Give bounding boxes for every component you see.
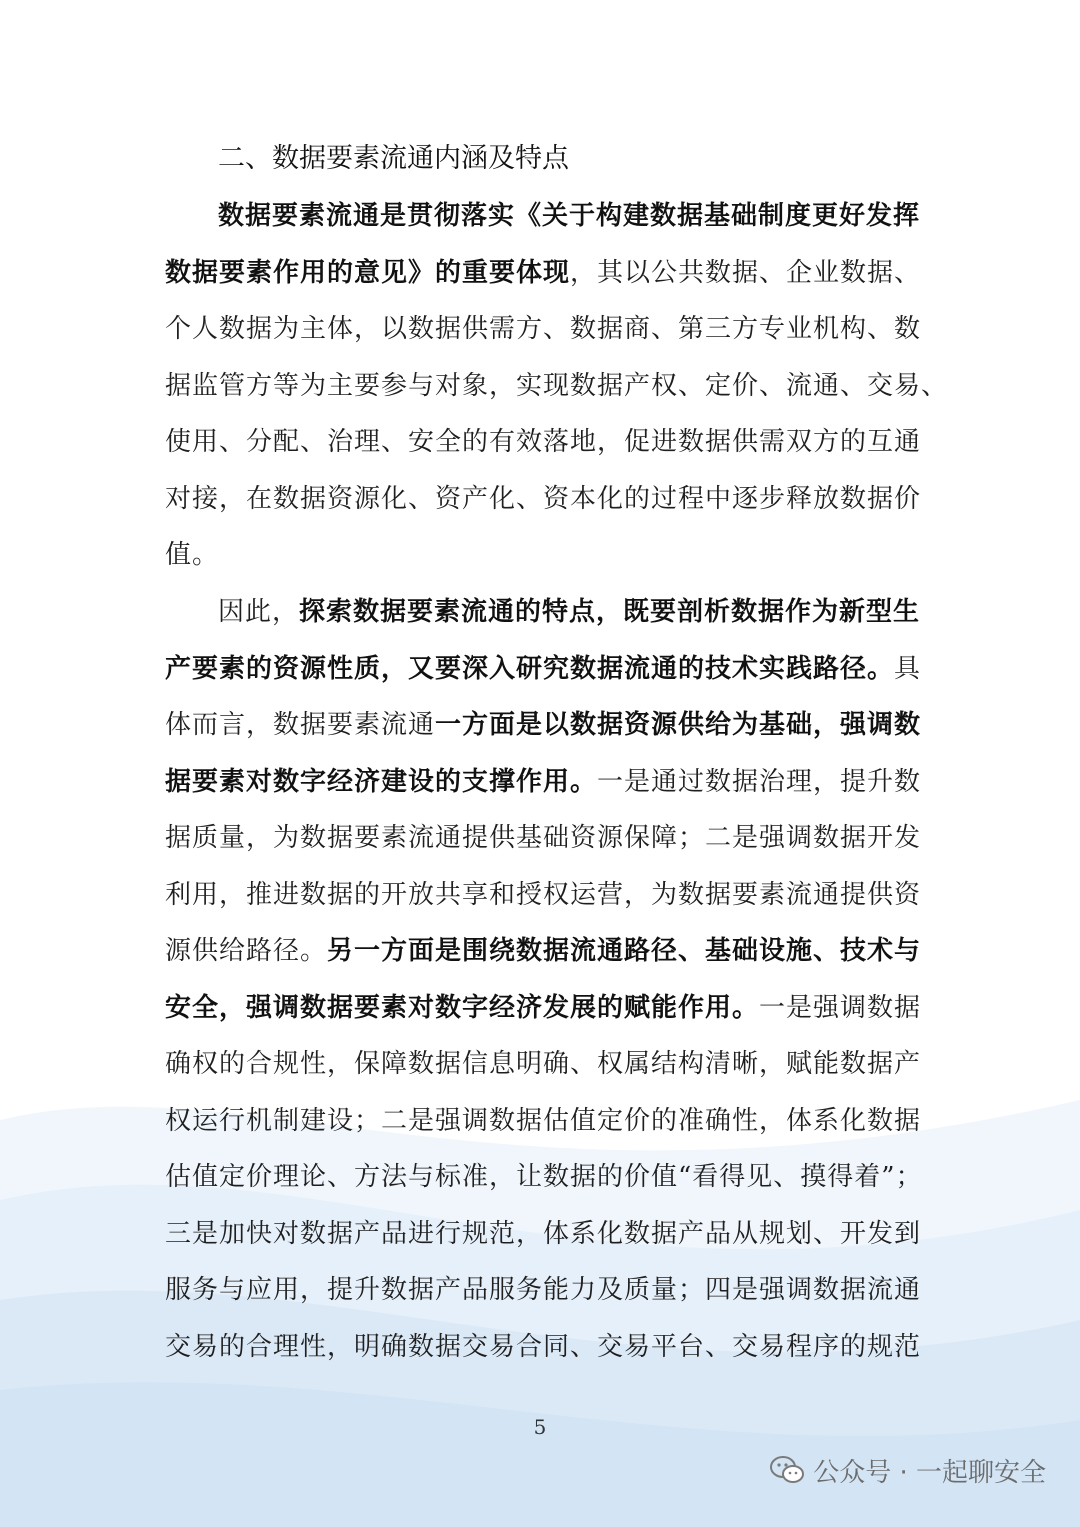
body-text: 使用、分配、治理、安全的有效落地，促进数据供需双方的互通 (165, 427, 922, 457)
section-heading: 二、数据要素流通内涵及特点 (218, 143, 569, 174)
watermark-text: 公众号 · 一起聊安全 (813, 1457, 1046, 1488)
bold-text: 数据要素作用的意见》的重要体现 (165, 257, 571, 288)
bold-text: 产要素的资源性质，又要深入研究数据流通的技术实践路径。 (165, 653, 895, 684)
paragraph2-line (165, 1206, 922, 1262)
body-text: 利用，推进数据的开放共享和授权运营，为数据要素流通提供资 (165, 879, 922, 910)
paragraph2-line (165, 1093, 922, 1149)
paragraph1-line (165, 358, 949, 414)
body-text: 一是强调数据 (759, 992, 922, 1023)
bold-text: 另一方面是围绕数据流通路径、基础设施、技术与 (327, 936, 922, 966)
bold-text: 数据要素流通是贯彻落实《关于构建数据基础制度更好发挥 (218, 201, 921, 231)
paragraph2-line (165, 980, 922, 1036)
body-text: 确权的合规性，保障数据信息明确、权属结构清晰，赋能数据产 (165, 1049, 922, 1079)
page-number: 5 (533, 1415, 547, 1439)
bold-text: 据要素对数字经济建设的支撑作用。 (165, 766, 598, 797)
body-text: 因此， (218, 597, 300, 627)
body-text: 具 (894, 653, 922, 684)
body-text: ，其以公共数据、企业数据、 (570, 257, 922, 288)
paragraph1-line (165, 414, 922, 470)
bold-text: 安全，强调数据要素对数字经济发展的赋能作用。 (165, 992, 760, 1023)
paragraph1-line (218, 188, 921, 244)
body-text: 源供给路径。 (165, 936, 328, 966)
body-text: 个人数据为主体，以数据供需方、数据商、第三方专业机构、数 (165, 314, 922, 344)
paragraph1-line (165, 471, 922, 527)
paragraph2-line (165, 867, 922, 923)
body-text: 值。 (165, 540, 220, 570)
paragraph2-line (165, 1036, 922, 1092)
body-text: 一是通过数据治理，提升数 (597, 766, 922, 797)
paragraph2-line (165, 641, 922, 697)
paragraph2-line (165, 923, 922, 979)
body-text: 交易的合理性，明确数据交易合同、交易平台、交易程序的规范 (165, 1331, 922, 1362)
paragraph2-line (165, 810, 922, 866)
bold-text: 一方面是以数据资源供给为基础，强调数 (435, 710, 922, 740)
wechat-icon (769, 1455, 805, 1485)
paragraph2-line (218, 584, 921, 640)
watermark (769, 1448, 1046, 1492)
paragraph1-line (165, 245, 922, 301)
body-text: 据监管方等为主要参与对象，实现数据产权、定价、流通、交易、 (165, 370, 949, 401)
body-text: 对接，在数据资源化、资产化、资本化的过程中逐步释放数据价 (165, 483, 922, 514)
paragraph1-line (165, 527, 917, 583)
bold-text: 探索数据要素流通的特点，既要剖析数据作为新型生 (299, 597, 921, 627)
body-text: 估值定价理论、方法与标准，让数据的价值“看得见、摸得着”； (165, 1162, 923, 1192)
paragraph2-line (165, 697, 922, 753)
paragraph2-line (165, 1149, 923, 1205)
body-text: 据质量，为数据要素流通提供基础资源保障；二是强调数据开发 (165, 823, 922, 853)
body-text: 权运行机制建设；二是强调数据估值定价的准确性，体系化数据 (165, 1105, 922, 1136)
body-text: 服务与应用，提升数据产品服务能力及质量；四是强调数据流通 (165, 1275, 922, 1305)
paragraph1-line (165, 301, 922, 357)
paragraph2-line (165, 1262, 922, 1318)
body-text: 三是加快对数据产品进行规范，体系化数据产品从规划、开发到 (165, 1218, 922, 1249)
paragraph2-line (165, 1319, 922, 1375)
paragraph2-line (165, 754, 922, 810)
body-text: 体而言，数据要素流通 (165, 710, 436, 740)
